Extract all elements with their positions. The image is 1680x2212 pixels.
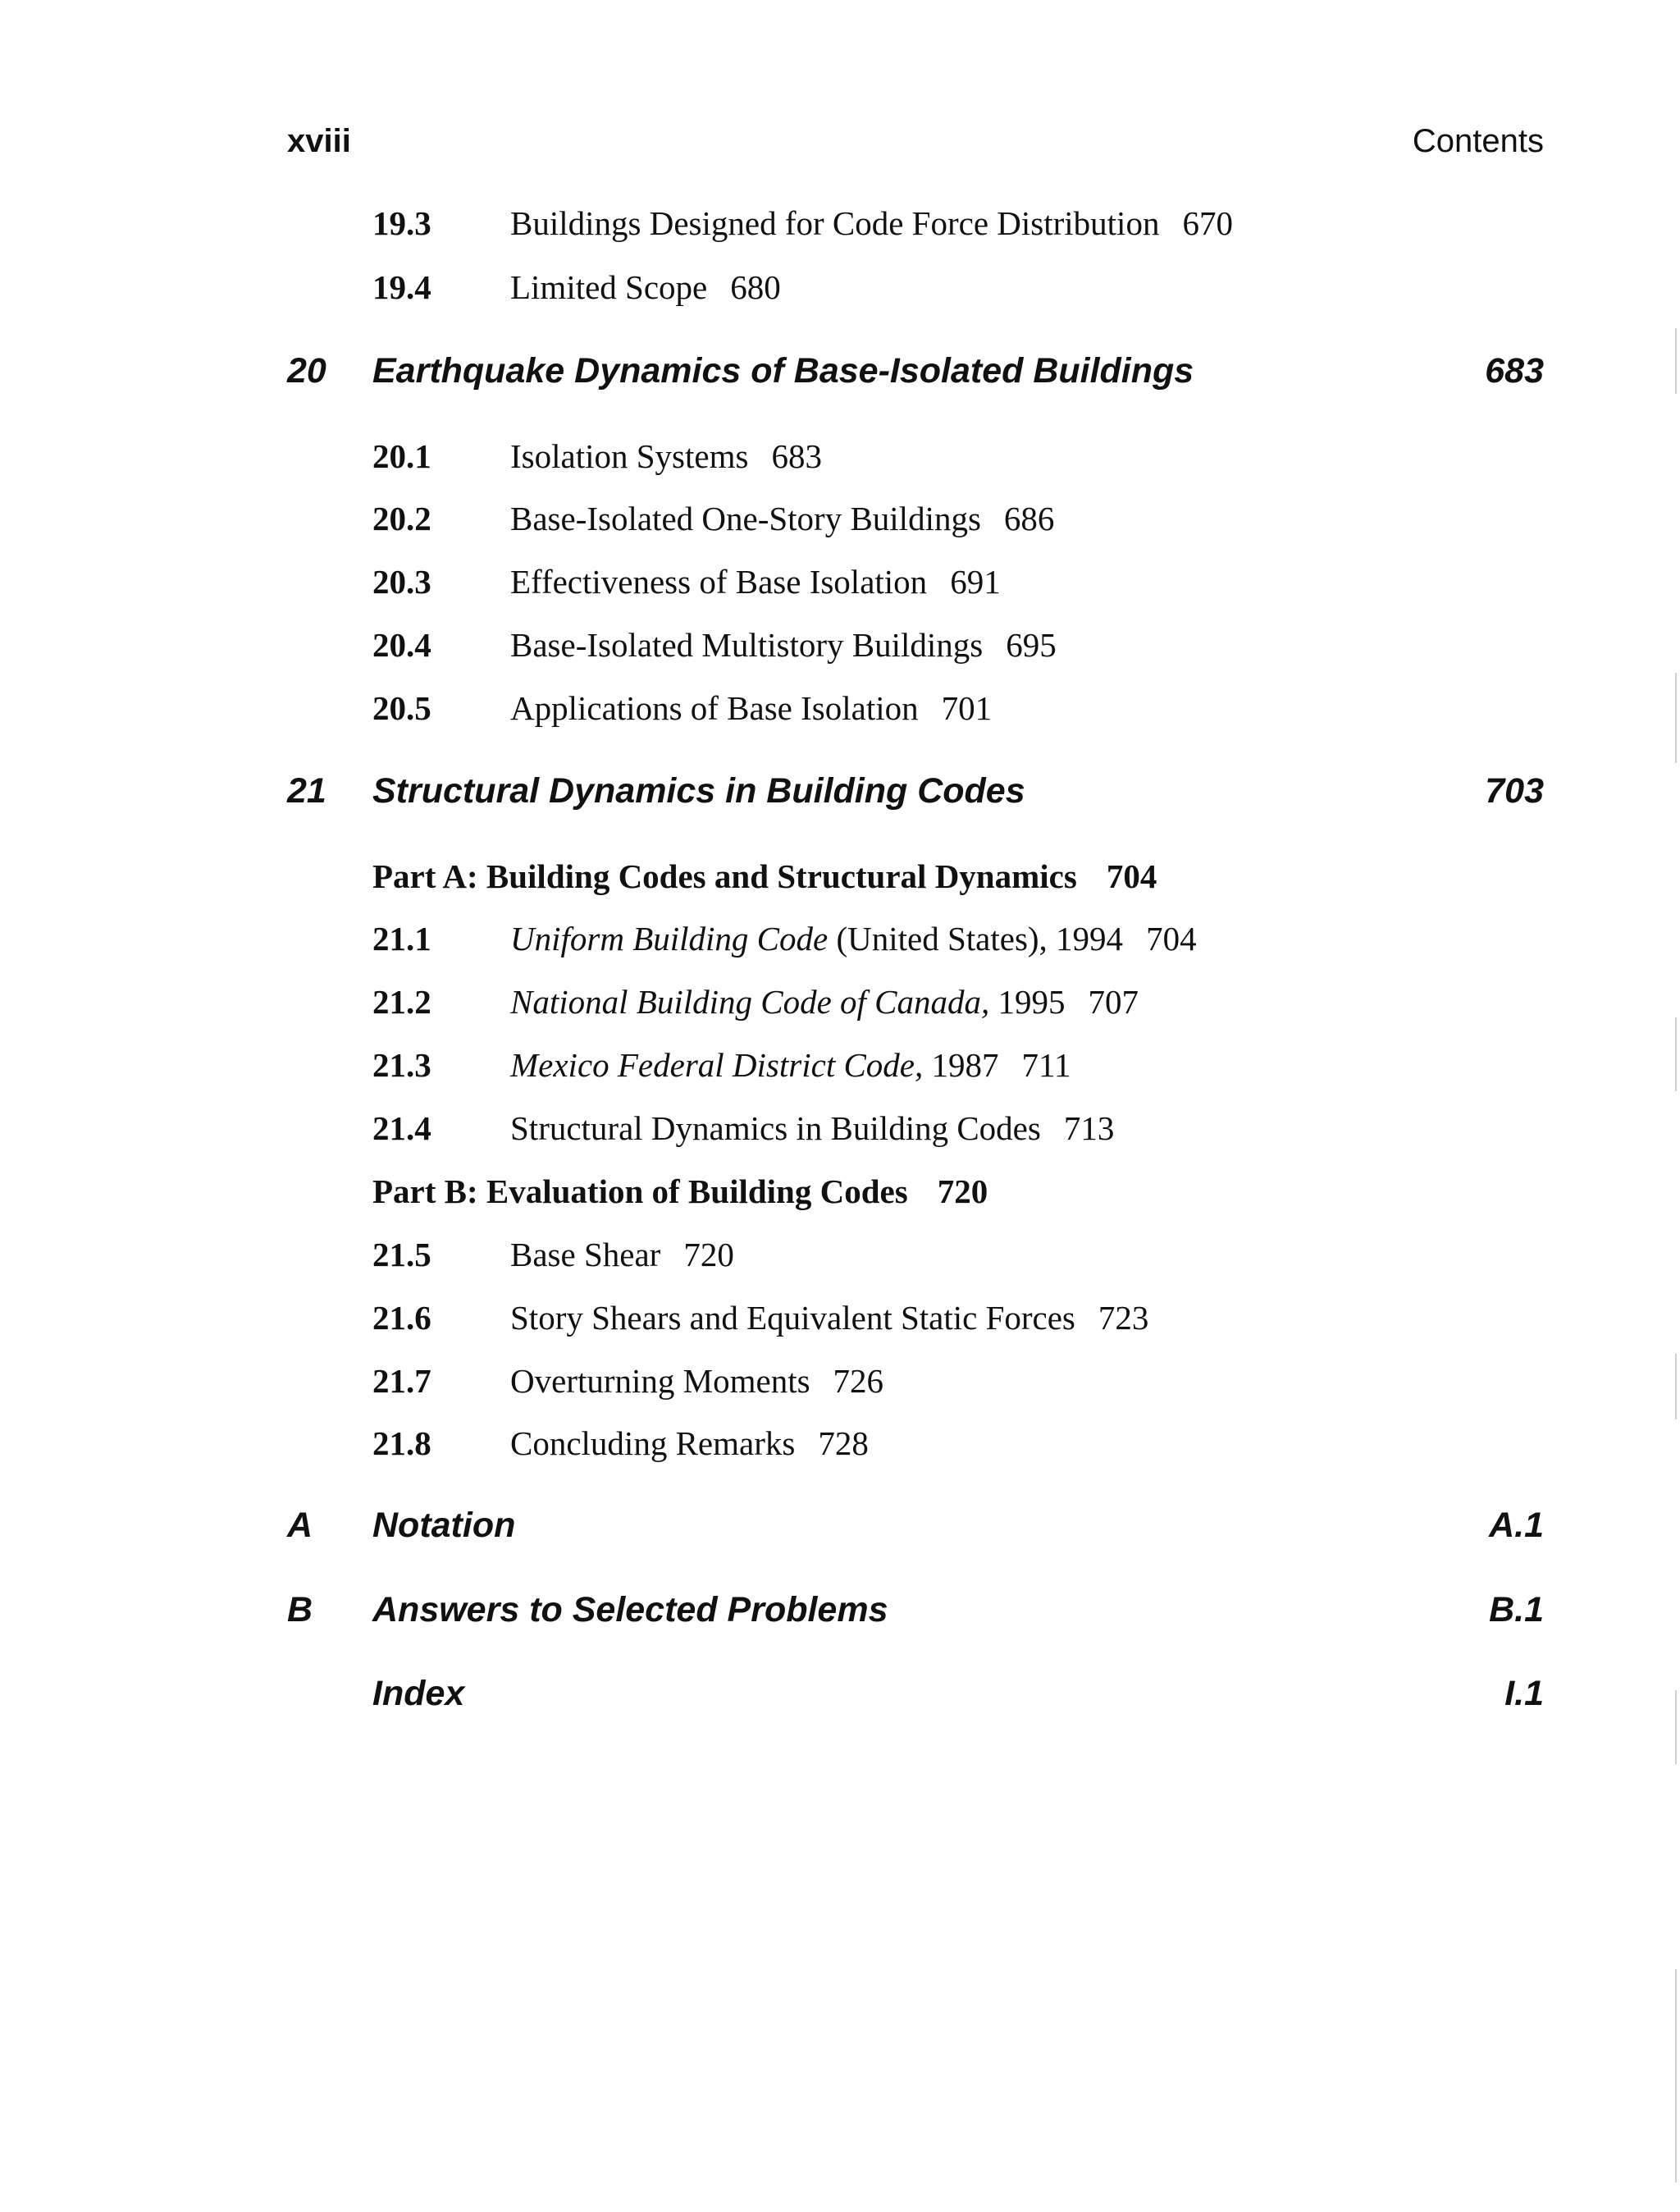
part-title: Part B: Evaluation of Building Codes xyxy=(372,1172,908,1210)
section-number: 20.3 xyxy=(372,563,431,601)
section-page: 728 xyxy=(818,1424,869,1462)
section-number: 20.5 xyxy=(372,689,431,727)
section-page: 683 xyxy=(771,437,822,475)
part-page: 704 xyxy=(1106,857,1157,895)
section-page: 713 xyxy=(1063,1109,1115,1147)
section-number: 20.1 xyxy=(372,437,431,475)
section-page: 695 xyxy=(1006,626,1057,664)
scan-edge-mark xyxy=(1675,1354,1677,1419)
section-number: 21.2 xyxy=(372,983,431,1021)
section-title-rest: 1995 xyxy=(989,983,1066,1021)
appendix-title: Notation xyxy=(372,1506,516,1545)
scan-edge-mark xyxy=(1675,1017,1677,1091)
section-title: Buildings Designed for Code Force Distribution xyxy=(510,204,1160,242)
section-page: 686 xyxy=(1003,500,1055,537)
section-number: 19.3 xyxy=(372,204,431,242)
section-title-rest: 1987 xyxy=(923,1046,999,1084)
scan-edge-mark xyxy=(1675,673,1677,763)
toc-chapter-21[interactable] xyxy=(287,768,1544,817)
section-page: 691 xyxy=(950,563,1001,601)
section-page: 680 xyxy=(730,268,781,306)
chapter-title: Structural Dynamics in Building Codes xyxy=(372,771,1025,811)
section-title: Isolation Systems xyxy=(510,437,749,475)
index-title: Index xyxy=(372,1674,465,1713)
section-title-rest: (United States), 1994 xyxy=(828,920,1124,957)
section-title-italic: Mexico Federal District Code, xyxy=(510,1046,924,1084)
section-page: 670 xyxy=(1182,204,1233,242)
appendix-page: B.1 xyxy=(1489,1590,1544,1629)
section-page: 701 xyxy=(941,689,993,727)
section-number: 20.4 xyxy=(372,626,431,664)
toc-appendix-a[interactable] xyxy=(287,1502,1544,1552)
appendix-letter: A xyxy=(287,1506,313,1545)
section-title: Structural Dynamics in Building Codes xyxy=(510,1109,1041,1147)
appendix-title: Answers to Selected Problems xyxy=(372,1590,888,1629)
running-title: Contents xyxy=(1412,123,1544,159)
scan-edge-mark xyxy=(1675,1969,1677,2182)
toc-appendix-b[interactable] xyxy=(287,1587,1544,1636)
section-number: 21.4 xyxy=(372,1109,431,1147)
scan-edge-mark xyxy=(1675,1690,1677,1764)
section-number: 19.4 xyxy=(372,268,431,306)
index-page: I.1 xyxy=(1504,1674,1544,1713)
page-number: xviii xyxy=(287,123,351,159)
section-number: 21.6 xyxy=(372,1299,431,1337)
part-page: 720 xyxy=(937,1172,988,1210)
chapter-page: 703 xyxy=(1485,771,1544,811)
section-title: Limited Scope xyxy=(510,268,708,306)
section-page: 720 xyxy=(683,1236,734,1273)
section-title: Story Shears and Equivalent Static Forces xyxy=(510,1299,1075,1337)
section-title-italic: National Building Code of Canada, xyxy=(510,983,990,1021)
chapter-page: 683 xyxy=(1485,351,1544,391)
chapter-title: Earthquake Dynamics of Base-Isolated Buildings xyxy=(372,351,1194,391)
section-title: Base Shear xyxy=(510,1236,661,1273)
section-title-italic: Uniform Building Code xyxy=(510,920,829,957)
part-title: Part A: Building Codes and Structural Dynamics xyxy=(372,857,1077,895)
section-number: 21.1 xyxy=(372,920,431,957)
toc-part-b[interactable] xyxy=(372,1170,988,1213)
chapter-number: 21 xyxy=(287,771,326,811)
section-page: 707 xyxy=(1088,983,1139,1021)
section-number: 20.2 xyxy=(372,500,431,537)
section-page: 711 xyxy=(1021,1046,1071,1084)
section-number: 21.3 xyxy=(372,1046,431,1084)
scan-edge-mark xyxy=(1675,328,1677,394)
section-page: 726 xyxy=(833,1362,884,1400)
appendix-letter: B xyxy=(287,1590,313,1629)
section-title: Concluding Remarks xyxy=(510,1424,796,1462)
section-title: Applications of Base Isolation xyxy=(510,689,919,727)
section-title: Base-Isolated Multistory Buildings xyxy=(510,626,984,664)
appendix-page: A.1 xyxy=(1489,1506,1544,1545)
section-title: Effectiveness of Base Isolation xyxy=(510,563,928,601)
chapter-number: 20 xyxy=(287,351,326,391)
toc-part-a[interactable] xyxy=(372,855,1157,898)
toc-chapter-20[interactable] xyxy=(287,348,1544,397)
section-title: Overturning Moments xyxy=(510,1362,810,1400)
section-page: 704 xyxy=(1146,920,1197,957)
toc-index[interactable] xyxy=(287,1670,1544,1720)
section-number: 21.5 xyxy=(372,1236,431,1273)
section-number: 21.7 xyxy=(372,1362,431,1400)
section-page: 723 xyxy=(1098,1299,1149,1337)
section-title: Base-Isolated One-Story Buildings xyxy=(510,500,981,537)
section-number: 21.8 xyxy=(372,1424,431,1462)
